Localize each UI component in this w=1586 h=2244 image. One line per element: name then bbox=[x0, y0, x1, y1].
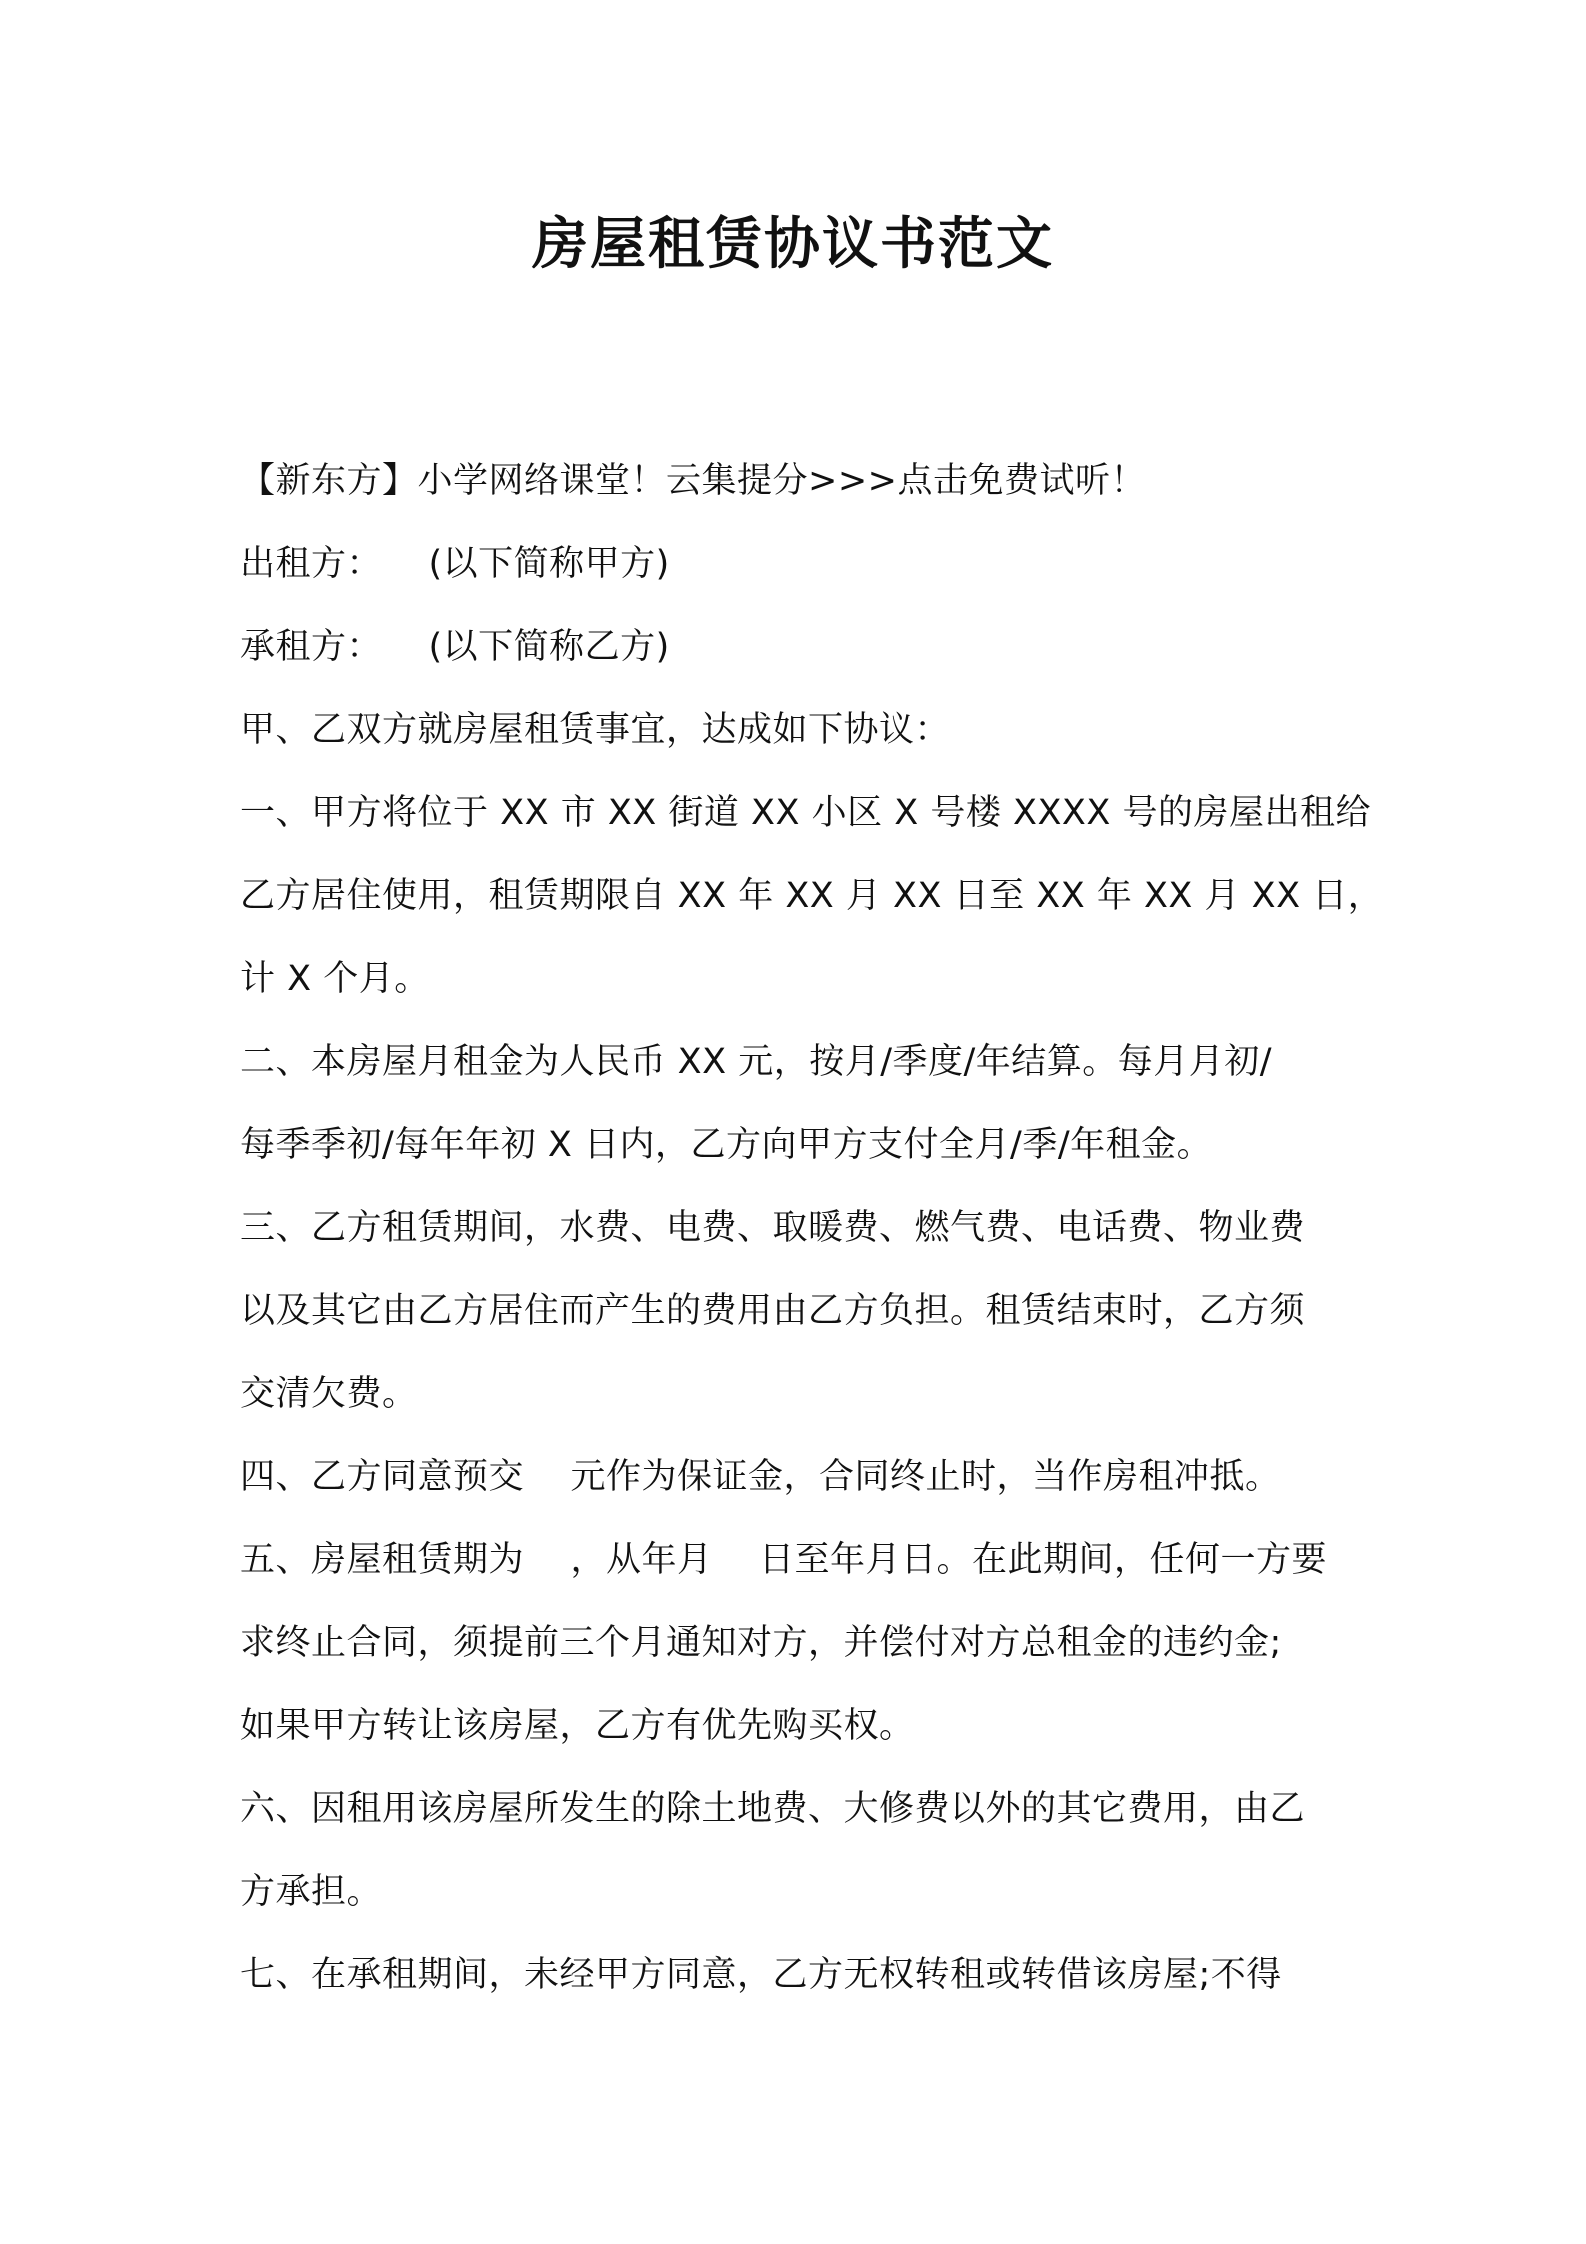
clause-2-line-2: 每季季初/每年年初 X 日内，乙方向甲方支付全月/季/年租金。 bbox=[240, 1125, 1213, 1165]
clause-1-line-3: 计 X 个月。 bbox=[240, 959, 430, 999]
clause-1-line-2: 乙方居住使用，租赁期限自 XX 年 XX 月 XX 日至 XX 年 XX 月 XX 日， bbox=[240, 876, 1384, 916]
clause-1-line-1: 一、甲方将位于 XX 市 XX 街道 XX 小区 X 号楼 XXXX 号的房屋出租给 bbox=[240, 793, 1372, 833]
lessor-line: 出租方： (以下简称甲方) bbox=[240, 544, 670, 584]
clause-3-line-1: 三、乙方租赁期间，水费、电费、取暖费、燃气费、电话费、物业费 bbox=[240, 1208, 1306, 1248]
clause-3-line-2: 以及其它由乙方居住而产生的费用由乙方负担。租赁结束时，乙方须 bbox=[240, 1291, 1306, 1331]
lessee-line: 承租方： (以下简称乙方) bbox=[240, 627, 670, 667]
clause-5-line-1: 五、房屋租赁期为 ，从年月 日至年月日。在此期间，任何一方要 bbox=[240, 1540, 1328, 1580]
agreement-intro-line: 甲、乙双方就房屋租赁事宜，达成如下协议： bbox=[240, 710, 951, 750]
clause-6-line-2: 方承担。 bbox=[240, 1872, 383, 1912]
clause-6-line-1: 六、因租用该房屋所发生的除土地费、大修费以外的其它费用，由乙 bbox=[240, 1789, 1306, 1829]
clause-3-line-3: 交清欠费。 bbox=[240, 1374, 418, 1414]
clause-2-line-1: 二、本房屋月租金为人民币 XX 元，按月/季度/年结算。每月月初/ bbox=[240, 1042, 1273, 1082]
document-title: 房屋租赁协议书范文 bbox=[532, 212, 1054, 277]
clause-5-line-2: 求终止合同，须提前三个月通知对方，并偿付对方总租金的违约金; bbox=[240, 1623, 1282, 1663]
clause-5-line-3: 如果甲方转让该房屋，乙方有优先购买权。 bbox=[240, 1706, 915, 1746]
clause-7-line-1: 七、在承租期间，未经甲方同意，乙方无权转租或转借该房屋;不得 bbox=[240, 1955, 1282, 1995]
document-body bbox=[240, 440, 1384, 2017]
promo-line[interactable]: 【新东方】小学网络课堂！云集提分>>>点击免费试听！ bbox=[240, 461, 1146, 501]
clause-4-line-1: 四、乙方同意预交 元作为保证金，合同终止时，当作房租冲抵。 bbox=[240, 1457, 1281, 1497]
